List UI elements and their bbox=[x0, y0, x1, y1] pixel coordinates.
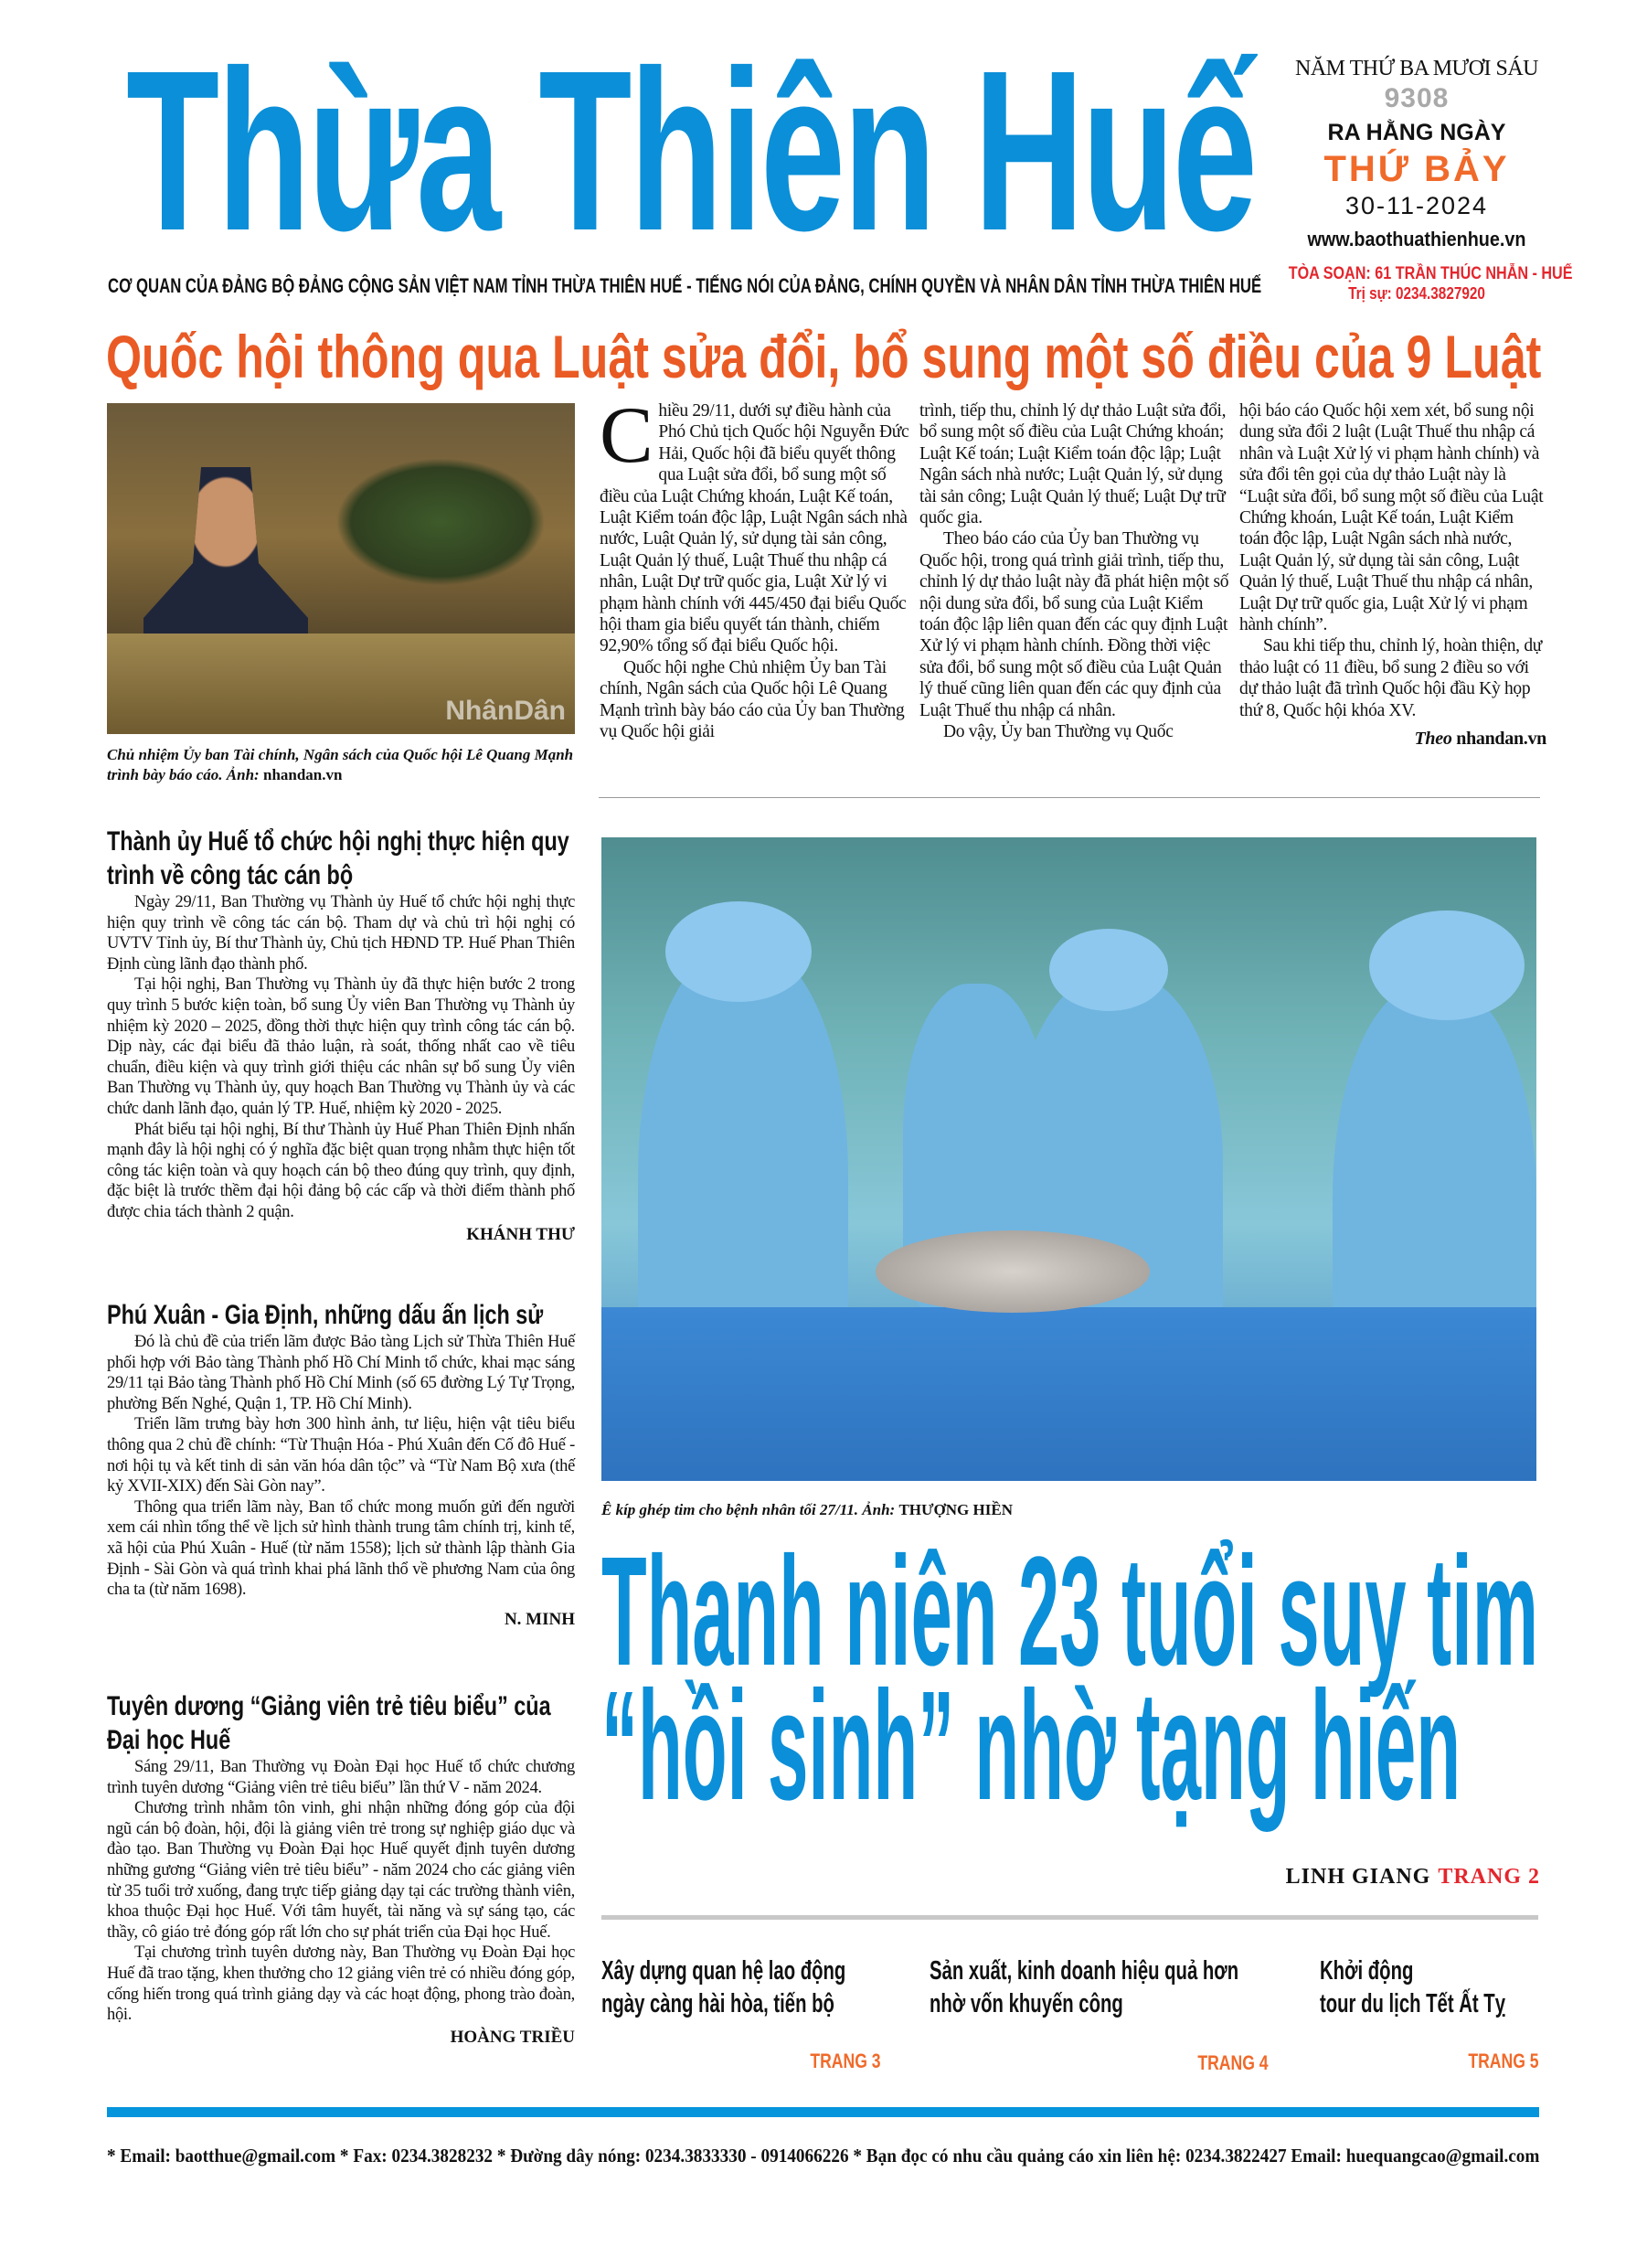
teaser-page-link[interactable]: TRANG 3 bbox=[810, 2050, 881, 2072]
lead-paragraph: Theo báo cáo của Ủy ban Thường vụ Quốc hội, trong quá trình giải trình, tiếp thu, chỉnh lý dự thảo luật này đã phát hiện một số nội dung sửa đổi, bổ sung của Luật Kiểm toán độc lập liên quan đến các quy định Luật Xử lý vi phạm hành chính. Đồng thời việc sửa đổi, bổ sung một số điều của Luật Quản lý thuế cũng liên quan đến các quy định của Luật Thuế thu nhập cá nhân. bbox=[919, 529, 1229, 720]
photo-drape bbox=[601, 1307, 1536, 1481]
masthead-title: Thừa Thiên Huế bbox=[126, 23, 1256, 278]
lead-paragraph: Sau khi tiếp thu, chỉnh lý, hoàn thiện, dự thảo luật có 11 điều, bổ sung 2 điều so với dự thảo luật đã trình Quốc hội đầu Kỳ họp thứ 8, Quốc hội khóa XV. bbox=[1239, 636, 1543, 720]
divider bbox=[601, 1915, 1538, 1920]
photo-cap bbox=[1369, 910, 1525, 1020]
photo-watermark: NhânDân bbox=[445, 696, 566, 726]
footer-bar bbox=[107, 2107, 1539, 2117]
teaser-page-link[interactable]: TRANG 5 bbox=[1468, 2050, 1539, 2072]
weekday: THỨ BẢY bbox=[1323, 149, 1510, 189]
side-article-headline[interactable]: Phú Xuân - Gia Định, những dấu ấn lịch sử bbox=[107, 1300, 544, 1330]
issue-date: 30-11-2024 bbox=[1344, 192, 1489, 219]
issue-number: 9308 bbox=[1384, 83, 1450, 113]
lead-paragraph: hội báo cáo Quốc hội xem xét, bổ sung nội dung sửa đổi 2 luật (Luật Thuế thu nhập cá nhân và Luật Xử lý vi phạm hành chính) và sửa đổi tên gọi của dự thảo Luật này là “Luật sửa đổi, bổ sung một số điều của Luật Chứng khoán, Luật Kế toán, Luật Kiểm toán độc lập, Luật Ngân sách nhà nước, Luật Quản lý, sử dụng tài sản công, Luật Quản lý thuế, Luật Thuế thu nhập cá nhân, Luật Dự trữ quốc gia, Luật Xử lý vi phạm hành chính”. bbox=[1239, 401, 1544, 635]
side-article-body: Đó là chủ đề của triển lãm được Bảo tàng Lịch sử Thừa Thiên Huế phối hợp với Bảo tàng Thành phố Hồ Chí Minh tổ chức, khai mạc sáng 29/11 tại Bảo tàng Thành phố Hồ Chí Minh (số 65 đường Lý Tự Trọng, phường Bến Nghé, Quận 1, TP. Hồ Chí Minh). Triển lãm trưng bày hơn 300 hình ảnh, tư liệu, hiện vật tiêu biểu thông qua 2 chủ đề chính: “Từ Thuận Hóa - Phú Xuân đến Cố đô Huế - nơi hội tụ và kết tinh di sản văn hóa dân tộc” và “Từ Nam Bộ xưa (thế kỷ XVII-XIX) đến Sài Gòn nay”. Thông qua triển lãm này, Ban tổ chức mong muốn gửi đến người xem cái nhìn tổng thể về lịch sử hình thành trung tâm chính trị, kinh tế, xã hội của Phú Xuân - Huế (từ năm 1558); lịch sử thành lập thành Gia Định - Sài Gòn và quá trình khai phá lãnh thổ về phương Nam của ông cha ta (từ năm 1698). bbox=[107, 1333, 575, 1600]
frequency: RA HẰNG NGÀY bbox=[1327, 120, 1506, 145]
teaser-item[interactable]: Sản xuất, kinh doanh hiệu quả hơn nhờ vốn khuyến công bbox=[930, 1956, 1239, 2018]
teaser-item[interactable]: Khởi động tour du lịch Tết Ất Tỵ bbox=[1320, 1956, 1505, 2018]
office-phone: Trị sự: 0234.3827920 bbox=[1348, 284, 1485, 303]
lead-column-3 bbox=[1239, 400, 1546, 751]
side-article-body: Ngày 29/11, Ban Thường vụ Thành ủy Huế tổ chức hội nghị thực hiện quy trình về công tác cán bộ. Tham dự và chủ trì hội nghị có UVTV Tỉnh ủy, Bí thư Thành ủy, Chủ tịch HĐND TP. Huế Phan Thiên Định cùng lãnh đạo thành phố. Tại hội nghị, Ban Thường vụ Thành ủy đã thực hiện bước 2 trong quy trình 5 bước kiện toàn, bổ sung Ủy viên Ban Thường vụ Thành ủy nhiệm kỳ 2020 – 2025, đồng thời thực hiện quy trình công tác cán bộ. Dịp này, các đại biểu đã thảo luận, rà soát, thống nhất cao về tiêu chuẩn, điều kiện và quy trình giới thiệu các nhân sự bổ sung Ủy viên Ban Thường vụ Thành ủy, quy hoạch Ban Thường vụ Thành ủy và các chức danh lãnh đạo, quản lý TP. Huế, nhiệm kỳ 2020 - 2025. Phát biểu tại hội nghị, Bí thư Thành ủy Huế Phan Thiên Định nhấn mạnh đây là hội nghị có ý nghĩa đặc biệt quan trọng nhằm thực hiện tốt công tác kiện toàn và quy hoạch cán bộ theo đúng quy trình, quy định, đặc biệt là trước thềm đại hội đảng bộ các cấp và thời điểm thành phố được chia tách thành 2 quận. bbox=[107, 893, 575, 1221]
drop-cap: C bbox=[600, 391, 653, 480]
side-article-headline[interactable]: Thành ủy Huế tổ chức hội nghị thực hiện quy trình về công tác cán bộ bbox=[107, 826, 569, 890]
lead-photo-caption: Chủ nhiệm Ủy ban Tài chính, Ngân sách của Quốc hội Lê Quang Mạnh trình bày báo cáo. Ảnh: nhandan.vn bbox=[107, 746, 574, 783]
footer-contact: * Email: baotthue@gmail.com * Fax: 0234.3828232 * Đường dây nóng: 0234.3833330 - 0914066226 * Bạn đọc có nhu cầu quảng cáo xin liên hệ: 0234.3822427 Email: huequangcao@gmail.com bbox=[107, 2145, 1540, 2167]
year-line: NĂM THỨ BA MƯƠI SÁU bbox=[1295, 57, 1538, 80]
side-article-headline[interactable]: Tuyên dương “Giảng viên trẻ tiêu biểu” của Đại học Huế bbox=[107, 1691, 551, 1755]
lead-paragraph: Do vậy, Ủy ban Thường vụ Quốc bbox=[943, 722, 1174, 742]
feature-photo-caption: Ê kíp ghép tim cho bệnh nhân tối 27/11. Ảnh: THƯỢNG HIỀN bbox=[601, 1501, 1013, 1518]
lead-column-1 bbox=[600, 391, 912, 743]
byline: N. MINH bbox=[504, 1609, 575, 1629]
lead-source: Theo nhandan.vn bbox=[1414, 729, 1546, 750]
lead-column-2 bbox=[919, 400, 1230, 743]
lead-paragraph: trình, tiếp thu, chỉnh lý dự thảo Luật sửa đổi, bổ sung một số điều của Luật Chứng khoán; Luật Kế toán; Luật Kiểm toán độc lập; Luật Ngân sách nhà nước; Luật Quản lý, sử dụng tài sản công; Luật Quản lý thuế; Luật Dự trữ quốc gia. bbox=[919, 401, 1227, 528]
photo-plant bbox=[335, 458, 546, 586]
surgery-photo bbox=[601, 837, 1536, 1481]
side-article-body: Sáng 29/11, Ban Thường vụ Đoàn Đại học Huế tổ chức chương trình tuyên dương “Giảng viên trẻ tiêu biểu” lần thứ V - năm 2024. Chương trình nhằm tôn vinh, ghi nhận những đóng góp của đội ngũ cán bộ đoàn, hội, đội là giảng viên trẻ trong sự nghiệp giáo dục và đào tạo. Ban Thường vụ Đoàn Đại học Huế quyết định tuyên dương những gương “Giảng viên trẻ tiêu biểu” - năm 2024 cho các giảng viên từ 35 tuổi trở xuống, đang trực tiếp giảng dạy tại các trường thành viên, khoa thuộc Đại học Huế. Với tâm huyết, tài năng và sự sáng tạo, các thầy, cô giáo trẻ đóng góp rất lớn cho sự phát triển của Đại học Huế. Tại chương trình tuyên dương này, Ban Thường vụ Đoàn Đại học Huế đã trao tặng, khen thưởng cho 12 giảng viên trẻ có nhiều đóng góp, cống hiến trong quá trình giảng dạy và các hoạt động, phong trào đoàn, hội. bbox=[107, 1758, 575, 2025]
byline: KHÁNH THƯ bbox=[466, 1224, 575, 1244]
side-article bbox=[107, 1689, 575, 2048]
divider bbox=[599, 797, 1540, 798]
teaser-item[interactable]: Xây dựng quan hệ lao động ngày càng hài hòa, tiến bộ bbox=[601, 1956, 846, 2018]
feature-headline-line2: “hồi sinh” nhờ tạng hiến bbox=[601, 1659, 1461, 1833]
byline: HOÀNG TRIỀU bbox=[450, 2027, 575, 2047]
lead-paragraph: Quốc hội nghe Chủ nhiệm Ủy ban Tài chính, Ngân sách của Quốc hội Lê Quang Mạnh trình bày báo cáo của Ủy ban Thường vụ Quốc hội giải bbox=[600, 657, 905, 742]
feature-headline-line1: Thanh niên 23 tuổi suy tim bbox=[601, 1525, 1539, 1698]
website-link[interactable]: www.baothuathienhue.vn bbox=[1307, 228, 1526, 250]
photo-tray bbox=[876, 1230, 1150, 1313]
lead-headline: Quốc hội thông qua Luật sửa đổi, bổ sung một số điều của 9 Luật bbox=[106, 323, 1542, 390]
feature-credit: LINH GIANG TRANG 2 bbox=[1285, 1865, 1540, 1889]
photo-cap bbox=[1049, 929, 1168, 1011]
side-article bbox=[107, 1298, 575, 1630]
side-article bbox=[107, 825, 575, 1245]
teaser-page-link[interactable]: TRANG 4 bbox=[1197, 2051, 1269, 2074]
lead-photo bbox=[107, 403, 575, 734]
tagline: CƠ QUAN CỦA ĐẢNG BỘ ĐẢNG CỘNG SẢN VIỆT NAM TỈNH THỪA THIÊN HUẾ - TIẾNG NÓI CỦA ĐẢNG, CHÍNH QUYỀN VÀ NHÂN DÂN TỈNH THỪA THIÊN HUẾ bbox=[108, 274, 1262, 297]
issue-info bbox=[1266, 57, 1573, 303]
lead-paragraph: Chiều 29/11, dưới sự điều hành của Phó Chủ tịch Quốc hội Nguyễn Đức Hải, Quốc hội đã biểu quyết thông qua Luật sửa đổi, bổ sung một số điều của Luật Chứng khoán, Luật Kế toán, Luật Kiểm toán độc lập, Luật Ngân sách nhà nước, Luật Quản lý, sử dụng tài sản công, Luật Quản lý thuế, Luật Thuế thu nhập cá nhân, Luật Dự trữ quốc gia, Luật Xử lý vi phạm hành chính với 445/450 đại biểu Quốc hội tham gia biểu quyết tán thành, chiếm 92,90% tổng số đại biểu Quốc hội. bbox=[600, 391, 909, 656]
office-address: TÒA SOẠN: 61 TRẦN THÚC NHẪN - HUẾ bbox=[1288, 264, 1573, 283]
photo-cap bbox=[665, 901, 812, 1002]
page-ref-link[interactable]: TRANG 2 bbox=[1438, 1865, 1540, 1889]
